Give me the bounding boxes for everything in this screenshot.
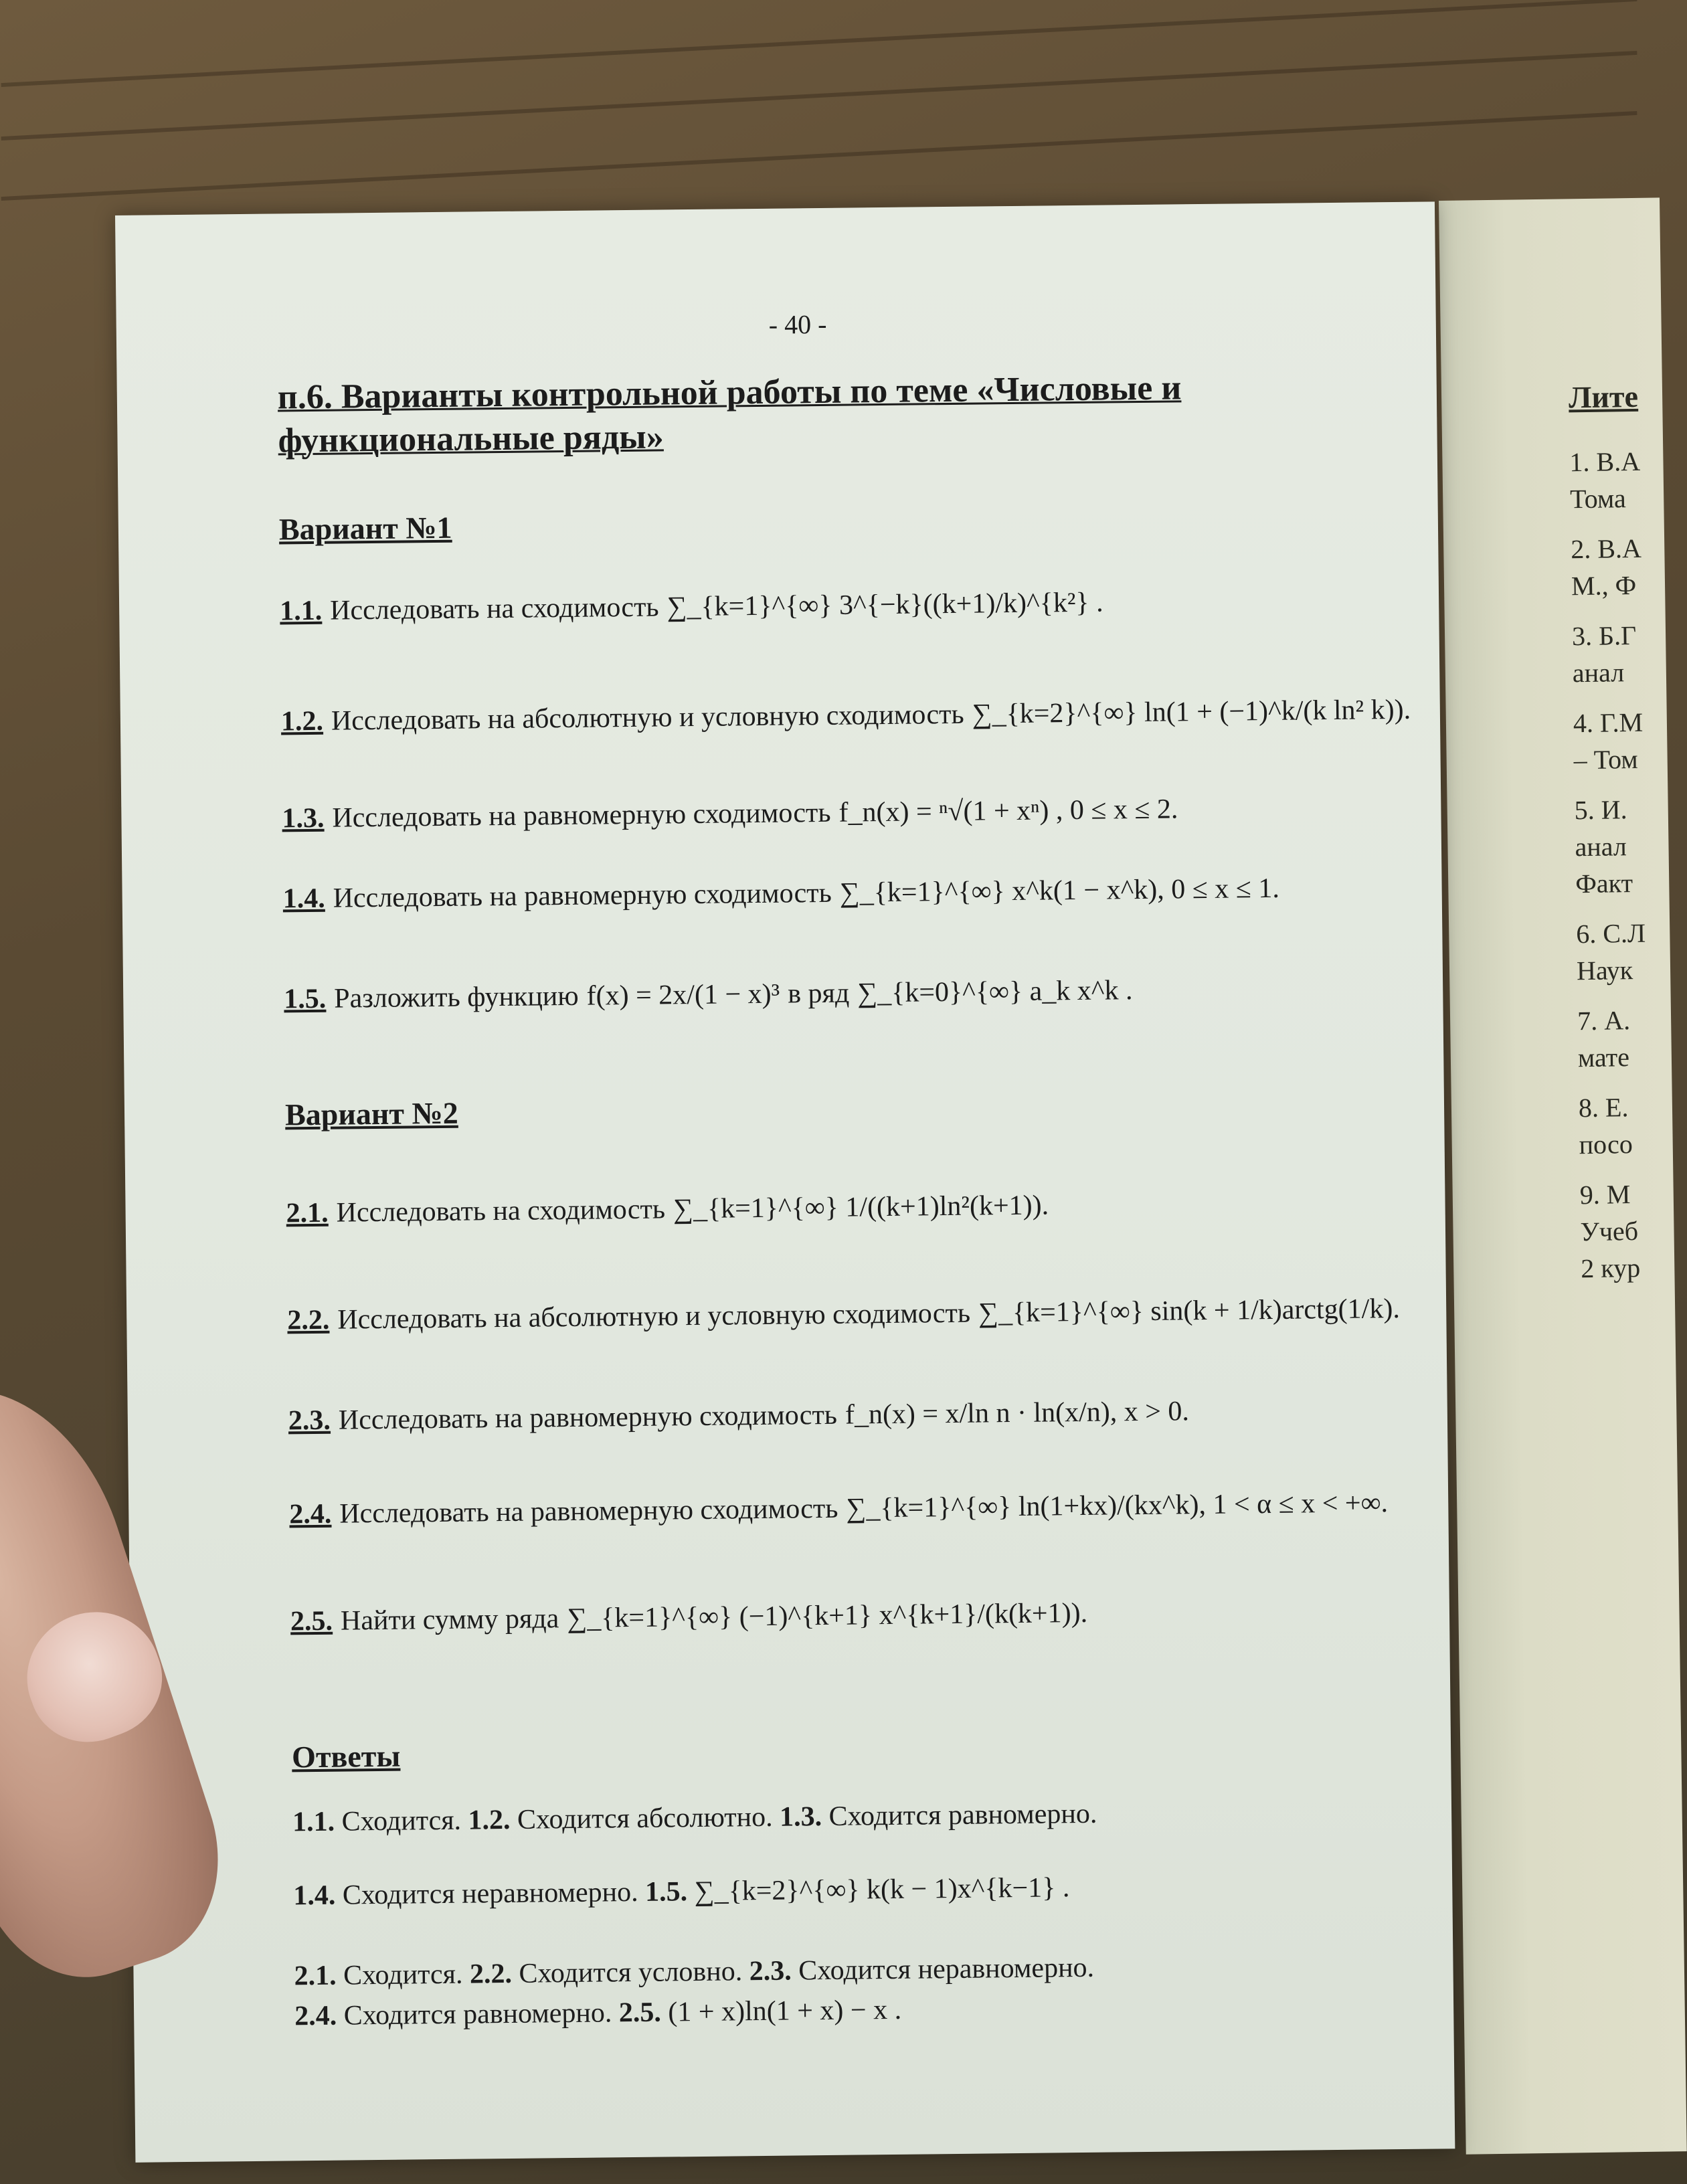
task-number: 2.4. (289, 1498, 332, 1530)
task-text: Разложить функцию (334, 980, 579, 1014)
task-1-4 (282, 873, 1279, 915)
answer-text: Сходится условно. (519, 1956, 743, 1989)
task-number: 1.2. (280, 705, 324, 737)
right-heading: Лите (1568, 379, 1639, 415)
right-line: 1. В.А (1569, 446, 1641, 478)
task-formula: f_n(x) = ⁿ√(1 + xⁿ) , 0 ≤ x ≤ 2. (838, 794, 1178, 828)
answers-line (294, 1952, 1094, 1993)
answer-text: Сходится абсолютно. (517, 1801, 773, 1835)
answer-number: 2.5. (618, 1997, 662, 2029)
task-formula: f_n(x) = x/ln n · ln(x/n), x > 0. (845, 1396, 1190, 1431)
answers-heading: Ответы (291, 1738, 401, 1774)
task-text: Исследовать на равномерную сходимость (332, 797, 831, 834)
task-text: Исследовать на равномерную сходимость (339, 1493, 838, 1530)
answer-number: 1.5. (644, 1876, 688, 1908)
page-number: - 40 - (768, 308, 827, 340)
answer-text: Сходится равномерно. (828, 1798, 1097, 1832)
right-line: 6. С.Л (1576, 917, 1646, 949)
answer-text: Сходится неравномерно. (342, 1876, 638, 1911)
answer-text: Сходится равномерно. (343, 1997, 612, 2031)
right-line: 8. Е. (1578, 1092, 1629, 1123)
answer-number: 1.3. (779, 1801, 822, 1833)
task-formula: ∑_{k=2}^{∞} ln(1 + (−1)^k/(k ln² k)). (972, 694, 1411, 730)
section-title: п.6. Варианты контрольной работы по теме «Числовые и (277, 369, 1182, 417)
right-line: Учеб (1580, 1215, 1639, 1247)
answer-number: 1.2. (468, 1804, 511, 1836)
task-text: Исследовать на сходимость (329, 592, 659, 626)
right-line: посо (1579, 1129, 1633, 1160)
task-text: Исследовать на абсолютную и условную сходимость (331, 699, 964, 737)
task-text: Исследовать на абсолютную и условную сходимость (337, 1297, 971, 1336)
answer-number: 2.2. (469, 1958, 513, 1990)
answer-number: 1.4. (293, 1880, 336, 1912)
right-page (1439, 197, 1687, 2154)
answers-line (294, 1994, 901, 2032)
answer-text: Сходится. (341, 1805, 462, 1837)
right-line: Тома (1569, 483, 1627, 515)
task-formula: ∑_{k=1}^{∞} (−1)^{k+1} x^{k+1}/(k(k+1)). (567, 1597, 1088, 1635)
task-number: 2.1. (286, 1197, 329, 1229)
task-formula: ∑_{k=1}^{∞} ln(1+kx)/(kx^k), 1 < α ≤ x < +∞. (846, 1487, 1389, 1524)
task-1-2 (281, 694, 1411, 738)
task-formula: ∑_{k=1}^{∞} x^k(1 − x^k), 0 ≤ x ≤ 1. (839, 873, 1280, 909)
wood-grain (1, 0, 1637, 87)
document-page (115, 201, 1455, 2162)
answer-number: 2.3. (749, 1955, 792, 1987)
right-line: 4. Г.М (1573, 707, 1644, 739)
task-formula: ∑_{k=1}^{∞} sin(k + 1/k)arctg(1/k). (978, 1293, 1401, 1329)
answer-number: 2.4. (294, 2000, 337, 2032)
right-line: 2 кур (1580, 1252, 1641, 1284)
answers-line (293, 1872, 1070, 1912)
right-line: 2. В.А (1570, 533, 1642, 565)
task-2-4 (289, 1487, 1388, 1530)
right-line: анал (1572, 657, 1625, 689)
answer-number: 1.1. (292, 1806, 335, 1838)
right-line: 9. М (1579, 1179, 1631, 1210)
right-line: мате (1577, 1042, 1630, 1073)
variant-2-heading: Вариант №2 (284, 1095, 458, 1132)
answer-formula: (1 + x)ln(1 + x) − x . (668, 1994, 902, 2028)
task-formula: f(x) = 2x/(1 − x)³ (586, 978, 780, 1012)
task-1-1 (280, 587, 1103, 628)
right-line: 7. А. (1577, 1005, 1631, 1036)
task-number: 2.3. (288, 1404, 331, 1437)
task-2-5 (290, 1597, 1088, 1637)
right-line: Наук (1576, 955, 1633, 986)
right-line: – Том (1573, 743, 1638, 776)
right-line: Факт (1575, 868, 1633, 899)
task-2-3 (288, 1395, 1190, 1437)
task-number: 1.3. (282, 802, 325, 834)
task-formula-series: ∑_{k=0}^{∞} a_k x^k . (857, 975, 1133, 1009)
right-line: 3. Б.Г (1571, 620, 1637, 652)
task-text: Исследовать на равномерную сходимость (333, 877, 832, 914)
answer-text: Сходится. (343, 1959, 463, 1991)
task-formula: ∑_{k=1}^{∞} 3^{−k}((k+1)/k)^{k²} . (667, 587, 1103, 623)
answer-text: Сходится неравномерно. (798, 1952, 1095, 1987)
section-title-cont: функциональные ряды» (278, 418, 664, 460)
task-number: 1.1. (279, 595, 323, 627)
right-line: М., Ф (1571, 569, 1637, 602)
answer-formula: ∑_{k=2}^{∞} k(k − 1)x^{k−1} . (694, 1872, 1070, 1908)
right-line: анал (1575, 831, 1627, 862)
right-line: 5. И. (1574, 794, 1627, 826)
task-text: Исследовать на сходимость (336, 1194, 666, 1228)
task-number: 2.5. (290, 1605, 333, 1637)
task-text: Исследовать на равномерную сходимость (338, 1399, 838, 1436)
task-text-tail: в ряд (787, 978, 850, 1010)
task-number: 1.5. (284, 983, 327, 1015)
task-2-2 (287, 1293, 1400, 1336)
task-text: Найти сумму ряда (340, 1603, 559, 1637)
task-formula: ∑_{k=1}^{∞} 1/((k+1)ln²(k+1)). (673, 1190, 1049, 1225)
answer-number: 2.1. (294, 1960, 337, 1992)
task-1-5 (284, 974, 1133, 1015)
task-2-1 (286, 1189, 1049, 1229)
answers-line (292, 1798, 1097, 1839)
task-number: 1.4. (282, 883, 325, 915)
task-1-3 (282, 793, 1178, 834)
task-number: 2.2. (287, 1304, 330, 1336)
variant-1-heading: Вариант №1 (278, 510, 452, 547)
